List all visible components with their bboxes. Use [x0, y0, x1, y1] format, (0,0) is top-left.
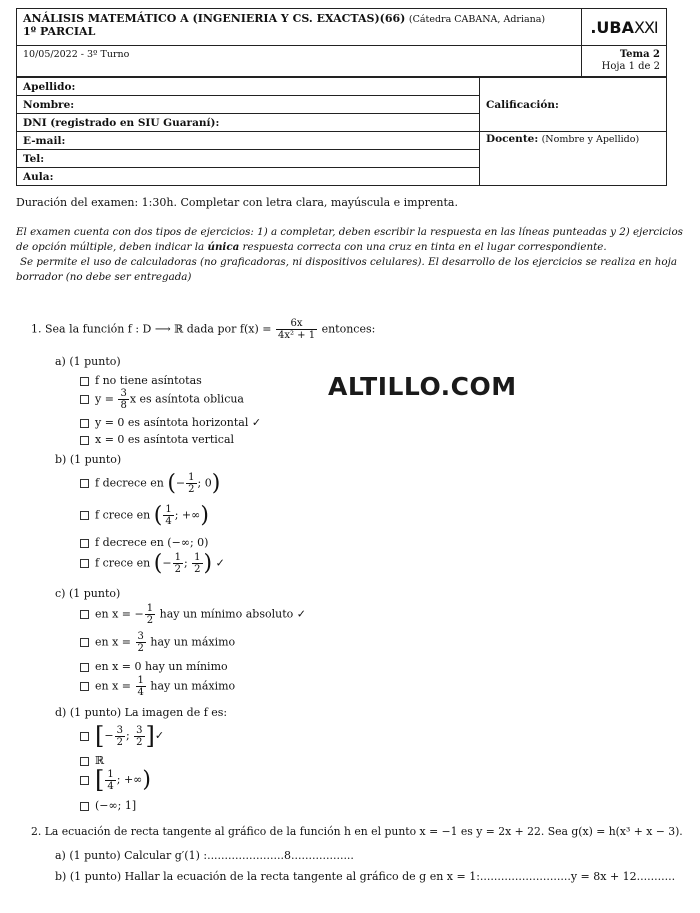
q1-b-opt2-pre: f crece en: [95, 508, 151, 522]
q2-b-answer[interactable]: b) (1 punto) Hallar la ecuación de la recta tangente al gráfico de g en x = 1:..........................y = 8x + 12...........: [55, 870, 676, 883]
q1-b-opt4-frac-a: [173, 552, 183, 575]
q1-intro-post: entonces:: [321, 322, 376, 336]
q1-c-opt4-post: hay un máximo: [150, 679, 236, 693]
q1-c-label: c) (1 punto): [55, 587, 121, 600]
q1-d-opt2-text: ℝ: [95, 754, 105, 767]
q1-c-opt4-frac: [136, 675, 146, 698]
duration-text: Duración del examen: 1:30h. Completar con letra clara, mayúscula e imprenta.: [16, 196, 458, 209]
q1-d-opt1-frac-a: [115, 725, 125, 748]
q1-b-option-4[interactable]: f crece en (− $\frac{1}{2}$ ; $\frac{1}{2}$ ) ✓: [80, 551, 225, 576]
field-docente[interactable]: [480, 132, 667, 186]
q1-a-opt2-frac: [118, 388, 128, 411]
checkbox[interactable]: [80, 663, 89, 672]
q1-b-option-3[interactable]: [80, 536, 208, 549]
q1-a-opt2-post: x es asíntota oblicua: [129, 392, 244, 406]
checkbox[interactable]: [80, 511, 89, 520]
q1-b-opt4-pre: f crece en: [95, 556, 151, 570]
label-aula: Aula:: [23, 170, 54, 183]
frac-den: 4: [107, 780, 114, 792]
q1-c-opt2-post: hay un máximo: [150, 635, 236, 649]
q1-c-option-1[interactable]: [80, 603, 306, 626]
q1-d-option-4[interactable]: [80, 799, 136, 812]
q1-b-label: b) (1 punto): [55, 453, 122, 466]
q1-a-opt1-text: f no tiene asíntotas: [95, 374, 202, 387]
q1-a-opt4-text: x = 0 es asíntota vertical: [95, 433, 235, 446]
frac-num: 1: [194, 552, 201, 563]
instr-2-pre: de opción múltiple, deben indicar la: [16, 241, 208, 253]
q1-b-option-2[interactable]: f crece en ( $\frac{1}{4}$ ; +∞): [80, 503, 209, 528]
q1-c-opt3-text: en x = 0 hay un mínimo: [95, 660, 228, 673]
q1-intro-pre: 1. Sea la función f : D ⟶ ℝ dada por f(x) =: [31, 322, 272, 336]
course-title: ANÁLISIS MATEMÁTICO A (INGENIERIA Y CS. EXACTAS)(66): [23, 12, 406, 25]
tema-cell: [582, 46, 667, 77]
frac-den: 2: [116, 736, 123, 748]
q2-a-answer[interactable]: a) (1 punto) Calcular g′(1) :......................8..................: [55, 849, 354, 862]
checkbox[interactable]: [80, 682, 89, 691]
frac-den: 2: [136, 736, 143, 748]
label-calificacion: Calificación:: [486, 98, 559, 111]
frac-den: 2: [188, 484, 195, 495]
checkbox[interactable]: [80, 539, 89, 548]
field-dni[interactable]: [17, 114, 480, 132]
frac-num: 3: [136, 724, 143, 736]
q1-d-opt1-frac-b: [134, 725, 144, 748]
frac-den: 4: [165, 516, 172, 527]
frac-den: 2: [146, 615, 154, 626]
q1-c-opt1-frac: [145, 603, 155, 626]
frac-num: 3: [137, 631, 144, 642]
check-mark: ✓: [215, 556, 225, 570]
field-email[interactable]: [17, 132, 480, 150]
student-form: [16, 77, 667, 186]
frac-num: 1: [165, 504, 172, 515]
checkbox[interactable]: [80, 559, 89, 568]
label-nombre: Nombre:: [23, 98, 75, 111]
q2-intro: 2. La ecuación de recta tangente al gráfico de la función h en el punto x = −1 es y = 2x + 22. Sea g(x) = h(x³ + x − 3).: [31, 825, 683, 838]
q1-frac-num: 6x: [276, 318, 317, 330]
q1-b-opt2-frac: [163, 504, 173, 527]
frac-den: 2: [194, 564, 201, 575]
hoja: Hoja 1 de 2: [601, 61, 660, 72]
q1-d-opt4-text: (−∞; 1]: [95, 799, 137, 812]
frac-den: 2: [137, 643, 144, 654]
frac-num: 1: [146, 603, 154, 614]
field-tel[interactable]: [17, 150, 480, 168]
frac-num: 1: [137, 675, 144, 686]
label-docente: Docente:: [486, 133, 539, 145]
frac-num: 1: [188, 472, 195, 483]
frac-num: 3: [116, 724, 123, 736]
q1-b-opt1-frac: [186, 472, 196, 495]
q1-a-option-4[interactable]: [80, 433, 234, 446]
q1-c-option-2[interactable]: [80, 631, 235, 654]
date-turn: 10/05/2022 - 3º Turno: [23, 49, 130, 60]
frac-den: 4: [137, 687, 144, 698]
q1-fraction: [276, 318, 317, 341]
q1-a-option-2[interactable]: [80, 388, 244, 411]
checkbox[interactable]: [80, 638, 89, 647]
q1-d-option-1[interactable]: [− $\frac{3}{2}$ ; $\frac{3}{2}$ ]✓: [80, 722, 164, 750]
q1-c-opt1-pre: en x = −: [95, 607, 144, 621]
instructions-block: [16, 225, 694, 285]
q1-frac-den: 4x² + 1: [277, 330, 316, 341]
q1-d-opt3-frac: [105, 769, 115, 792]
checkbox[interactable]: [80, 377, 89, 386]
checkbox[interactable]: [80, 802, 89, 811]
exam-name: 1º PARCIAL: [23, 25, 96, 38]
q1-a-opt2-pre: y =: [95, 392, 114, 406]
logo-main: .UBA: [590, 17, 634, 37]
q1-d-option-3[interactable]: [ $\frac{1}{4}$ ; +∞): [80, 766, 151, 794]
uba-logo: [582, 9, 667, 46]
tema: Tema 2: [619, 49, 660, 60]
checkbox[interactable]: [80, 757, 89, 766]
instr-line-4: borrador (no debe ser entregada): [16, 271, 192, 283]
q1-d-label: d) (1 punto) La imagen de f es:: [55, 706, 228, 719]
checkbox[interactable]: [80, 395, 89, 404]
q1-a-label: a) (1 punto): [55, 355, 121, 368]
field-apellido[interactable]: [17, 78, 480, 96]
q1-b-opt3-text: f decrece en (−∞; 0): [95, 536, 209, 549]
q1-c-option-4[interactable]: [80, 675, 235, 698]
q1-a-option-3[interactable]: [80, 416, 261, 429]
instr-line-3: Se permite el uso de calculadoras (no graficadoras, ni dispositivos celulares). El desarrollo de los ejercicios se realiza en hoja: [20, 256, 677, 268]
catedra: (Cátedra CABANA, Adriana): [408, 14, 546, 25]
frac-den: 8: [120, 400, 127, 411]
q1-c-opt2-pre: en x =: [95, 635, 132, 649]
date-cell: [17, 46, 582, 77]
q1-c-opt1-post: hay un mínimo absoluto ✓: [159, 607, 306, 621]
checkbox[interactable]: [80, 610, 89, 619]
q1-c-opt2-frac: [136, 631, 146, 654]
q1-intro: [31, 318, 375, 341]
instr-line-1: El examen cuenta con dos tipos de ejercicios: 1) a completar, deben escribir la respuesta en las líneas punteadas y 2) ejercicios: [16, 226, 683, 238]
docente-hint: (Nombre y Apellido): [541, 134, 640, 145]
course-cell: [17, 9, 582, 46]
checkbox[interactable]: [80, 479, 89, 488]
instr-line-2: [16, 240, 694, 255]
exam-header: [16, 8, 667, 77]
field-aula[interactable]: [17, 168, 480, 186]
logo-sub: XXI: [634, 17, 658, 37]
q1-c-option-3[interactable]: [80, 660, 228, 673]
checkbox[interactable]: [80, 776, 89, 785]
field-nombre[interactable]: [17, 96, 480, 114]
field-calificacion[interactable]: [480, 78, 667, 132]
instr-2-post: respuesta correcta con una cruz en tinta en el lugar correspondiente.: [239, 241, 607, 253]
label-tel: Tel:: [23, 152, 45, 165]
checkbox[interactable]: [80, 732, 89, 741]
q1-a-opt3-text: y = 0 es asíntota horizontal ✓: [95, 416, 262, 429]
q1-c-opt4-pre: en x =: [95, 679, 132, 693]
q1-b-option-1[interactable]: f decrece en (− $\frac{1}{2}$ ; 0): [80, 471, 220, 496]
watermark: ALTILLO.COM: [328, 372, 517, 401]
frac-num: 1: [174, 552, 181, 563]
q1-b-opt4-frac-b: [192, 552, 202, 575]
label-email: E-mail:: [23, 134, 66, 147]
frac-num: 1: [107, 768, 114, 780]
q1-b-opt1-pre: f decrece en: [95, 476, 164, 490]
q1-a-option-1[interactable]: [80, 374, 202, 387]
instr-2-em: única: [207, 241, 240, 253]
frac-den: 2: [174, 564, 181, 575]
frac-num: 3: [120, 388, 127, 399]
check-mark: ✓: [154, 729, 165, 742]
checkbox[interactable]: [80, 436, 89, 445]
label-dni: DNI (registrado en SIU Guaraní):: [23, 116, 220, 129]
checkbox[interactable]: [80, 419, 89, 428]
label-apellido: Apellido:: [23, 80, 76, 93]
